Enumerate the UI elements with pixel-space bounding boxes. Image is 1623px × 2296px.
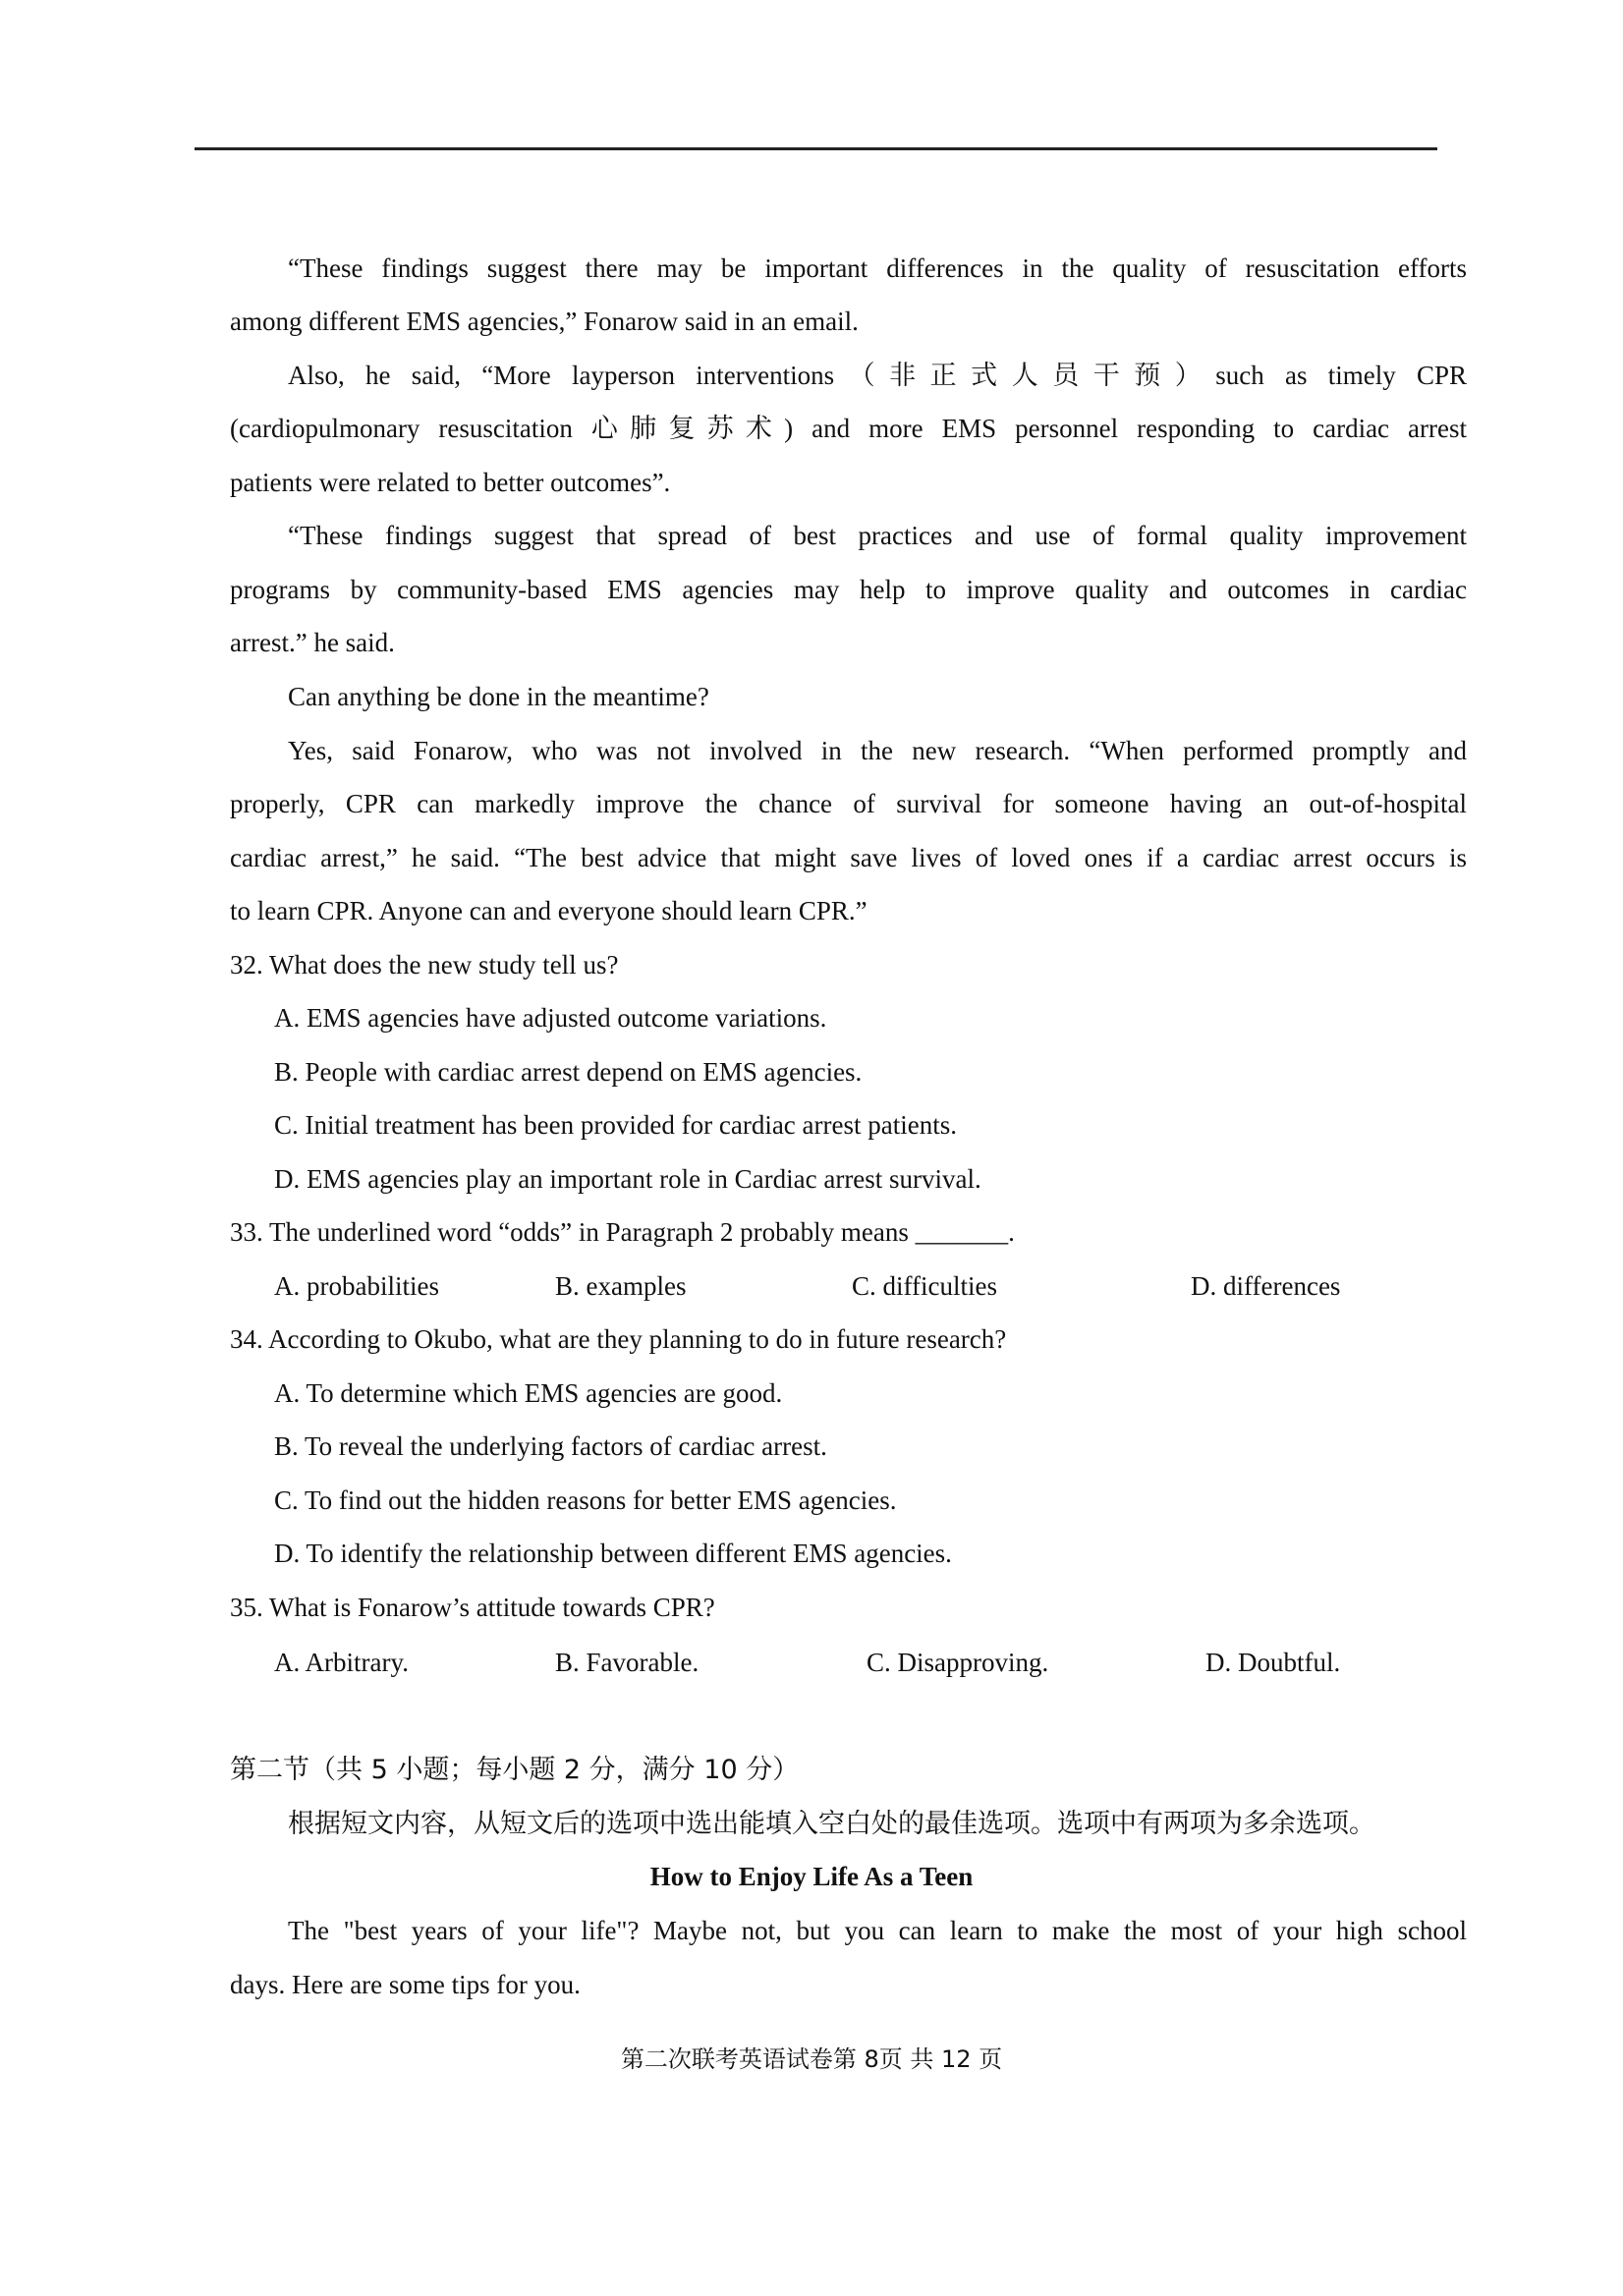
question-32-option-b: B. People with cardiac arrest depend on EMS agencies. <box>274 1057 863 1087</box>
paragraph-2-line-2: (cardiopulmonary resuscitation 心肺复苏术) and more EMS personnel responding to cardiac arrest <box>230 414 1467 443</box>
question-35-option-c: C. Disapproving. <box>867 1648 1049 1677</box>
question-33-option-a: A. probabilities <box>274 1271 439 1301</box>
paragraph-2-line-1: Also, he said, “More layperson interventions（非正式人员干预）such as timely CPR <box>288 361 1467 390</box>
paragraph-3-line-2: programs by community-based EMS agencies may help to improve quality and outcomes in cardiac <box>230 575 1467 604</box>
question-34-option-d: D. To identify the relationship between different EMS agencies. <box>274 1539 952 1568</box>
question-35-option-d: D. Doubtful. <box>1205 1648 1341 1677</box>
passage-intro-line-2: days. Here are some tips for you. <box>230 1970 581 1999</box>
question-32-option-d: D. EMS agencies play an important role in Cardiac arrest survival. <box>274 1164 981 1194</box>
header-rule <box>195 147 1437 150</box>
paragraph-1-line-2: among different EMS agencies,” Fonarow said in an email. <box>230 307 859 336</box>
question-33-stem: 33. The underlined word “odds” in Paragraph 2 probably means _______. <box>230 1217 1015 1247</box>
question-32-option-a: A. EMS agencies have adjusted outcome variations. <box>274 1003 827 1033</box>
paragraph-4-line-1: Can anything be done in the meantime? <box>288 682 709 711</box>
question-34-option-b: B. To reveal the underlying factors of cardiac arrest. <box>274 1431 827 1461</box>
question-35-stem: 35. What is Fonarow’s attitude towards CPR? <box>230 1593 715 1622</box>
question-35-option-a: A. Arbitrary. <box>274 1648 409 1677</box>
section-2-heading: 第二节（共 5 小题；每小题 2 分，满分 10 分） <box>230 1755 800 1785</box>
paragraph-1-line-1: “These findings suggest there may be important differences in the quality of resuscitation efforts <box>288 253 1467 283</box>
passage-title: How to Enjoy Life As a Teen <box>649 1862 974 1891</box>
question-32-option-c: C. Initial treatment has been provided for cardiac arrest patients. <box>274 1110 957 1140</box>
page-footer: 第二次联考英语试卷第 8页 共 12 页 <box>620 2045 1003 2073</box>
question-34-stem: 34. According to Okubo, what are they planning to do in future research? <box>230 1324 1007 1354</box>
question-34-option-c: C. To find out the hidden reasons for better EMS agencies. <box>274 1485 897 1515</box>
question-35-option-b: B. Favorable. <box>555 1648 700 1677</box>
question-33-options <box>274 1269 1453 1303</box>
question-32-stem: 32. What does the new study tell us? <box>230 950 619 980</box>
paragraph-5-line-4: to learn CPR. Anyone can and everyone should learn CPR.” <box>230 896 867 925</box>
question-33-option-d: D. differences <box>1191 1271 1341 1301</box>
paragraph-3-line-3: arrest.” he said. <box>230 628 395 657</box>
paragraph-5-line-2: properly, CPR can markedly improve the chance of survival for someone having an out-of-hospital <box>230 789 1467 818</box>
paragraph-5-line-1: Yes, said Fonarow, who was not involved in the new research. “When performed promptly and <box>288 736 1467 765</box>
question-33-option-c: C. difficulties <box>852 1271 997 1301</box>
paragraph-5-line-3: cardiac arrest,” he said. “The best advice that might save lives of loved ones if a cardiac arrest occurs is <box>230 843 1467 872</box>
question-33-option-b: B. examples <box>555 1271 687 1301</box>
paragraph-2-line-3: patients were related to better outcomes”. <box>230 468 671 497</box>
passage-intro-line-1: The "best years of your life"? Maybe not, but you can learn to make the most of your high school <box>288 1916 1467 1945</box>
paragraph-3-line-1: “These findings suggest that spread of best practices and use of formal quality improvement <box>288 521 1467 550</box>
question-34-option-a: A. To determine which EMS agencies are good. <box>274 1378 783 1408</box>
question-35-options <box>274 1646 1453 1679</box>
section-2-instruction: 根据短文内容，从短文后的选项中选出能填入空白处的最佳选项。选项中有两项为多余选项。 <box>288 1809 1375 1839</box>
